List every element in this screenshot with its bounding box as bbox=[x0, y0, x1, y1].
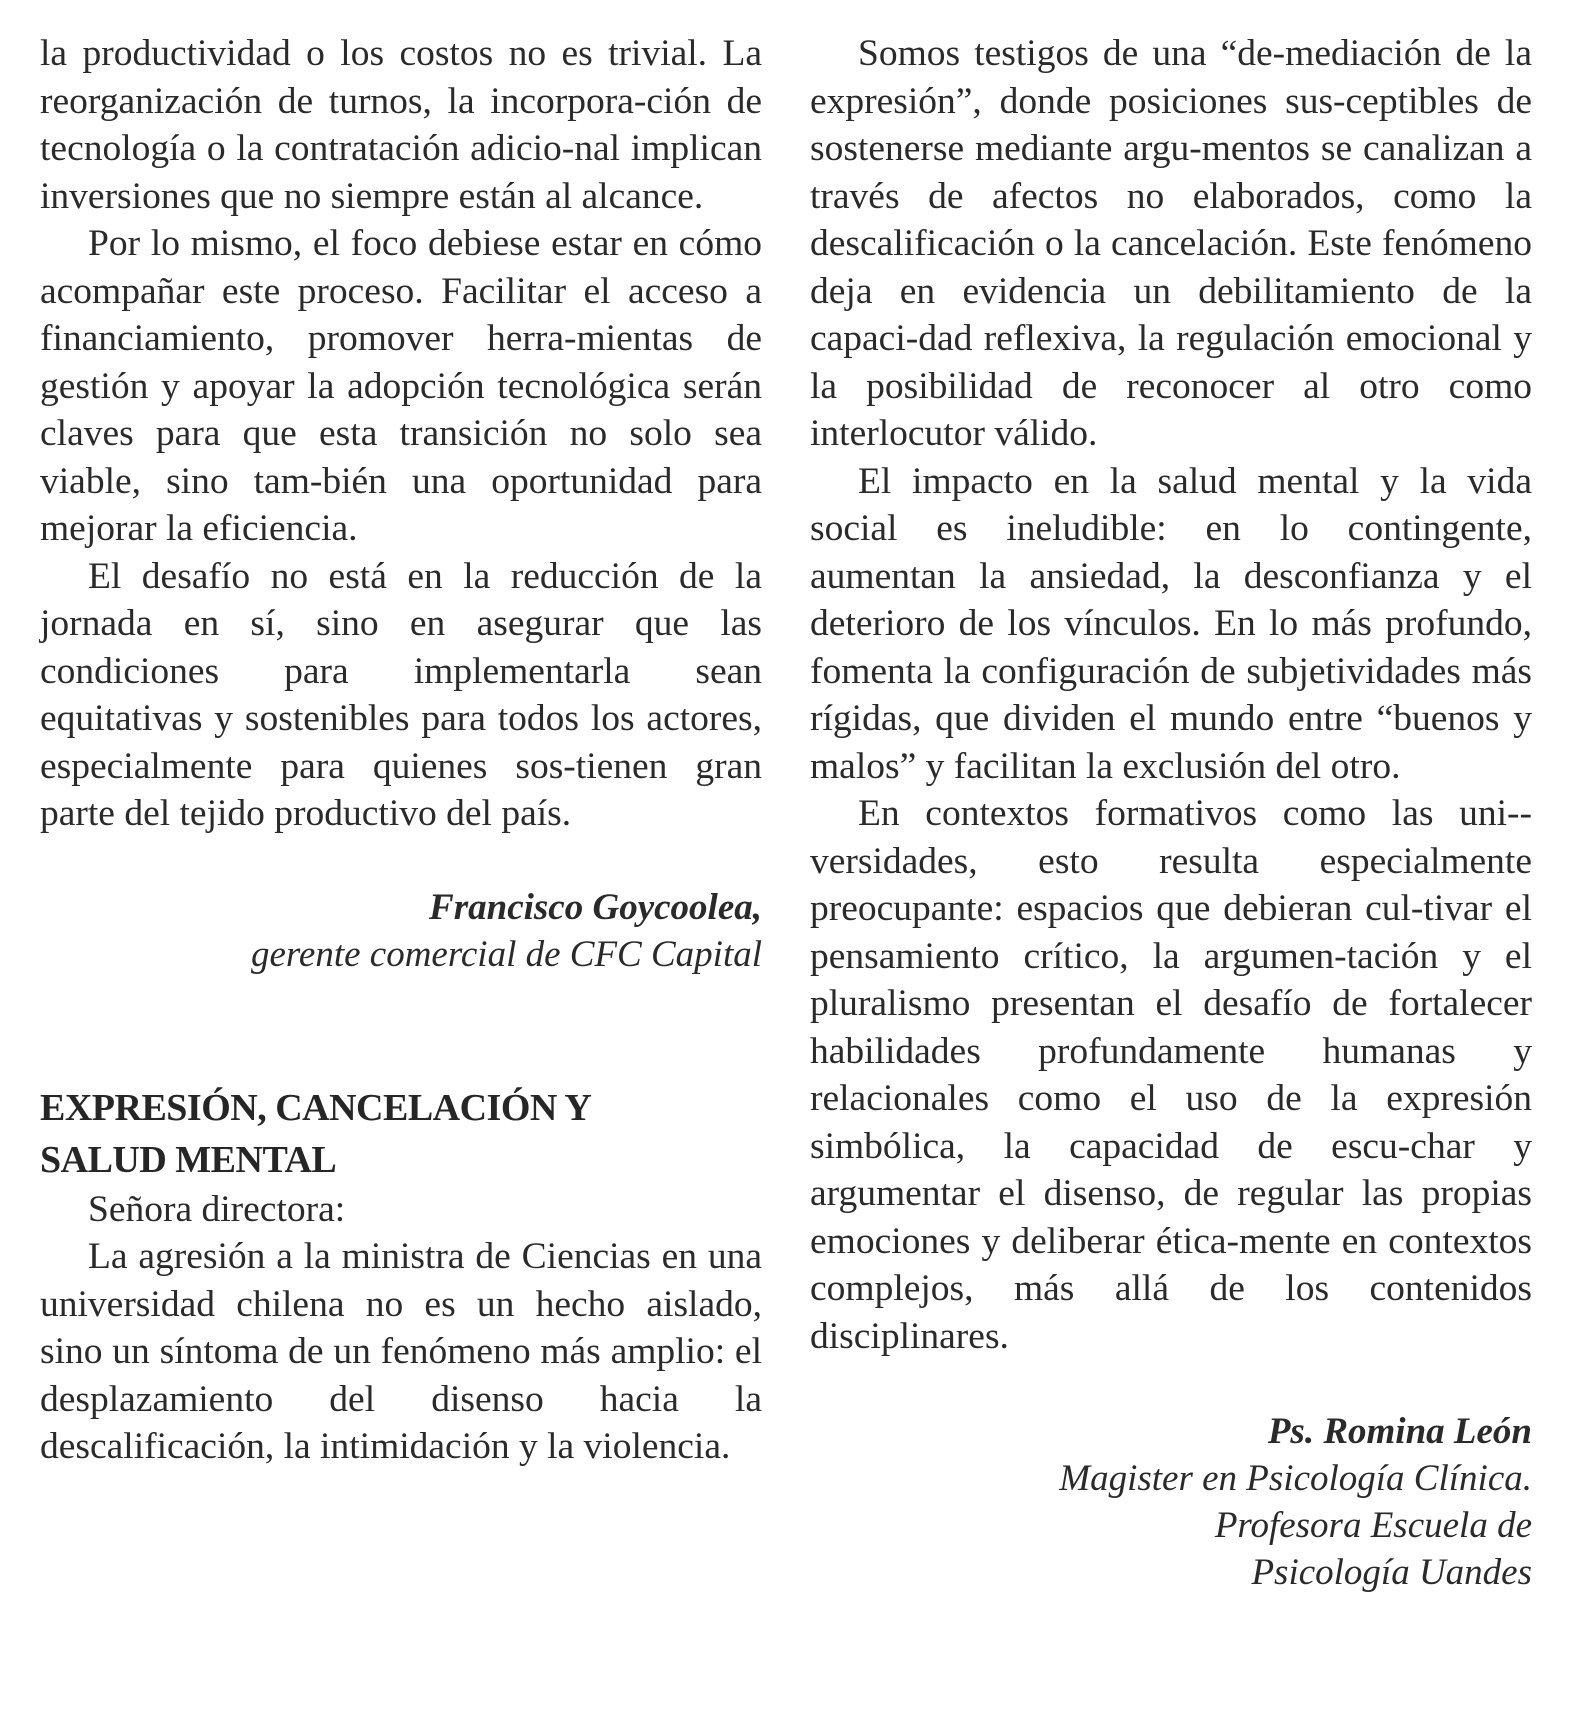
salutation: Señora directora: bbox=[88, 1188, 346, 1230]
letter-signature bbox=[810, 1408, 1532, 1596]
author-title: Psicología Uandes bbox=[1251, 1552, 1532, 1593]
body-paragraph: La agresión a la ministra de Ciencias en una universidad chilena no es un hecho aislado, sino un síntoma de un fenómeno más amplio: el desplazamiento del disenso hacia la descalificación, la intimidación y la violencia. bbox=[40, 1236, 762, 1467]
right-column bbox=[810, 30, 1532, 1596]
body-paragraph: la productividad o los costos no es trivial. La reorganización de turnos, la incorpora-ción de tecnología o la contratación adicio-nal implican inversiones que no siempre están al alcance. bbox=[40, 33, 762, 217]
author-title: gerente comercial de CFC Capital bbox=[250, 933, 762, 975]
letter-signature bbox=[40, 884, 762, 978]
body-paragraph: Por lo mismo, el foco debiese estar en cómo acompañar este proceso. Facilitar el acceso a financiamiento, promover herra-mientas de gestión y apoyar la adopción tecnológica serán claves para que esta transición no solo sea viable, sino tam-bién una oportunidad para mejorar la eficiencia. bbox=[40, 223, 762, 549]
body-paragraph: Somos testigos de una “de-mediación de la expresión”, donde posiciones sus-ceptibles de sostenerse mediante argu-mentos se canalizan a través de afectos no elaborados, como la descalificación o la cancelación. Este fenómeno deja en evidencia un debilitamiento de la capaci-dad reflexiva, la regulación emocional y la posibilidad de reconocer al otro como interlocutor válido. bbox=[810, 33, 1532, 454]
letter-salud-mental bbox=[40, 1082, 762, 1471]
author-title: Profesora Escuela de bbox=[1214, 1505, 1532, 1546]
letter-jornada bbox=[40, 30, 762, 978]
author-name: Ps. Romina León bbox=[1267, 1411, 1532, 1452]
letter-headline bbox=[40, 1082, 762, 1186]
body-paragraph: El desafío no está en la reducción de la jornada en sí, sino en asegurar que las condiciones para implementarla sean equitativas y sostenibles para todos los actores, especialmente para quienes sos-tienen gran parte del tejido productivo del país. bbox=[40, 555, 762, 834]
body-paragraph: En contextos formativos como las uni-versidades, esto resulta especialmente preocupante: espacios que debieran cul-tivar el pensamiento crítico, la argumen-tación y el pluralismo presentan el desafío de fortalecer habilidades profundamente humanas y relacionales como el uso de la expresión simbólica, la capacidad de escu-char y argumentar el disenso, de regular las propias emociones y deliberar ética-mente en contextos complejos, más allá de los contenidos disciplinares. bbox=[810, 793, 1532, 1357]
author-name: Francisco Goycoolea, bbox=[429, 886, 762, 928]
headline-line: SALUD MENTAL bbox=[40, 1138, 337, 1181]
author-title: Magister en Psicología Clínica. bbox=[1059, 1458, 1532, 1499]
headline-line: EXPRESIÓN, CANCELACIÓN Y bbox=[40, 1086, 592, 1129]
left-column bbox=[40, 30, 762, 1471]
newspaper-letters-page bbox=[40, 30, 1536, 1710]
body-paragraph: El impacto en la salud mental y la vida social es ineludible: en lo contingente, aumentan la ansiedad, la desconfianza y el deterioro de los vínculos. En lo más profundo, fomenta la configuración de subjetividades más rígidas, que dividen el mundo entre “buenos y malos” y facilitan la exclusión del otro. bbox=[810, 460, 1532, 787]
